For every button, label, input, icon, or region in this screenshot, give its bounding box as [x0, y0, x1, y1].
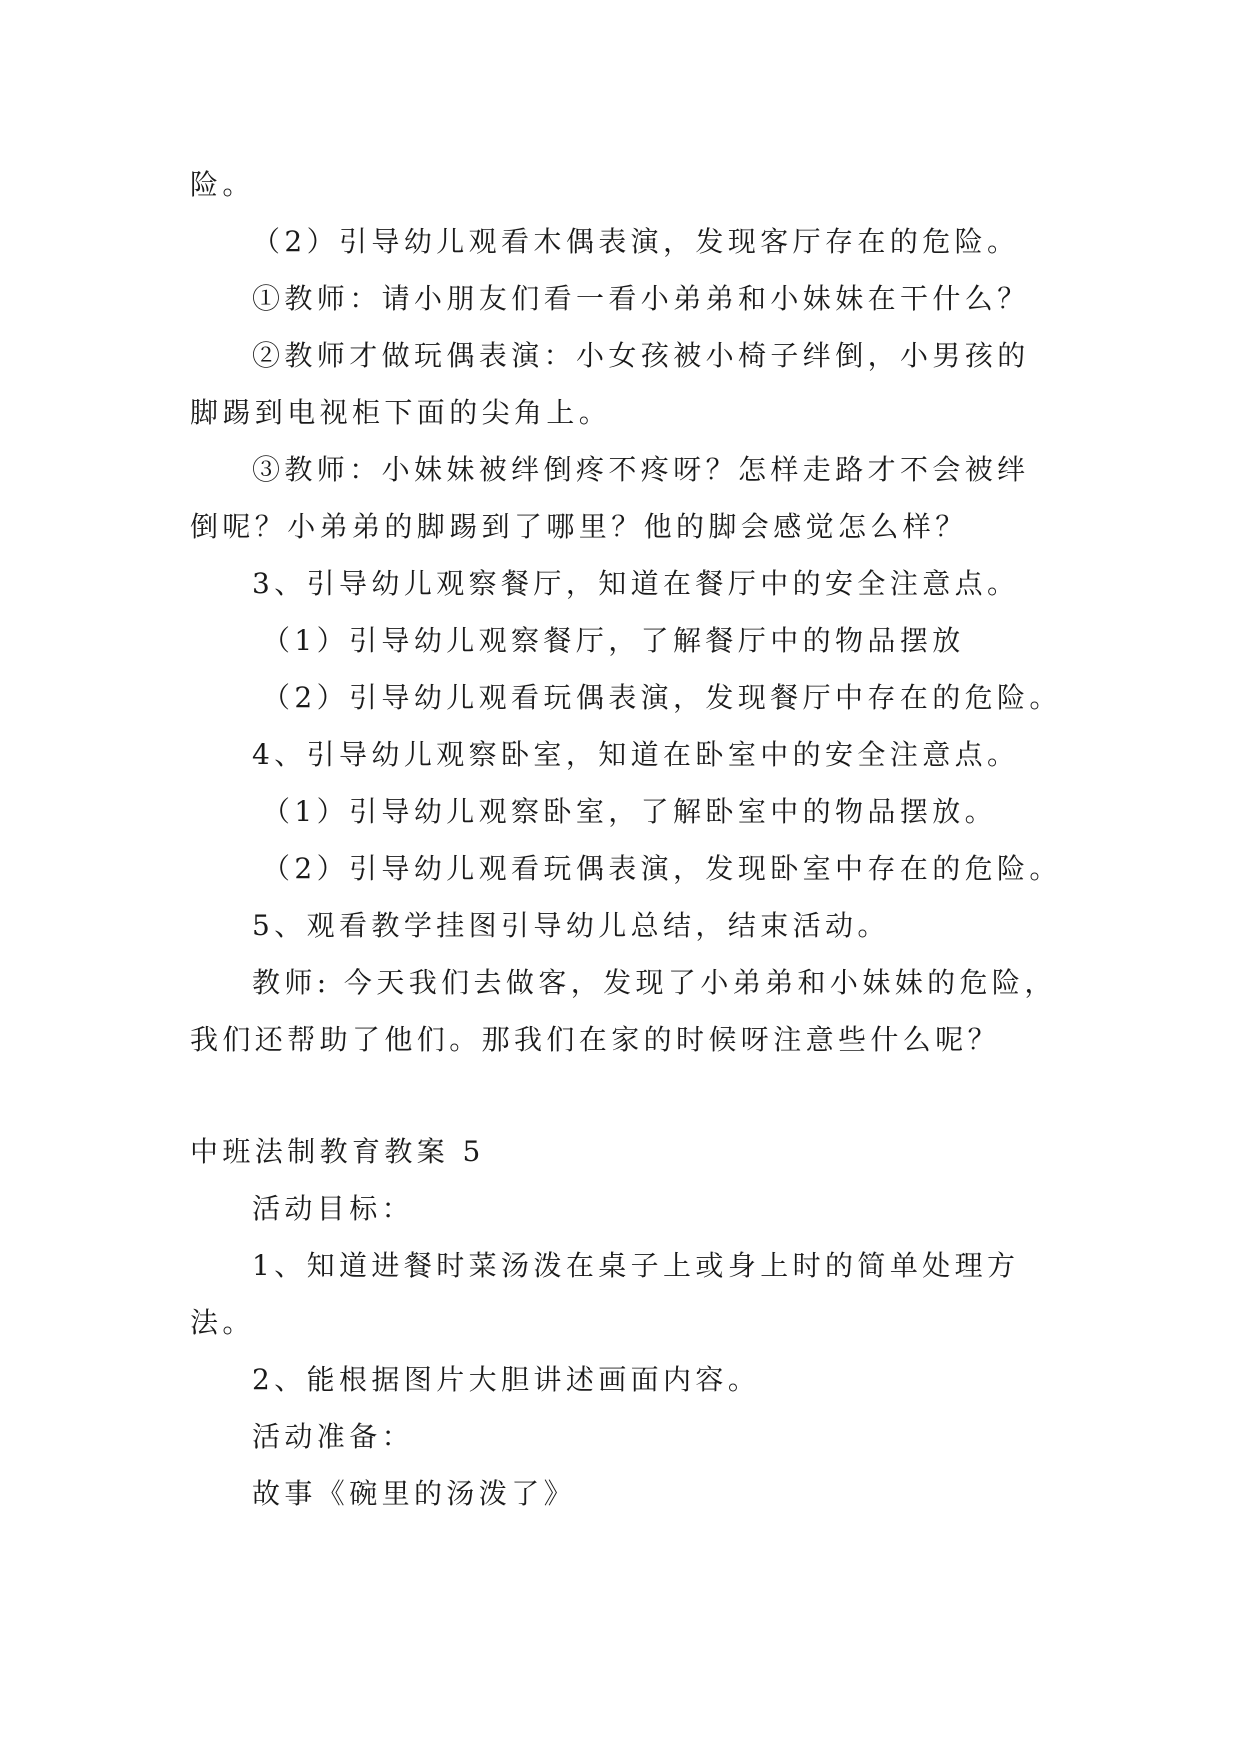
text-line: 活动目标：: [252, 1192, 415, 1225]
text-line: 脚踢到电视柜下面的尖角上。: [190, 396, 612, 429]
text-line: 5、观看教学挂图引导幼儿总结，结束活动。: [252, 909, 890, 942]
text-line: 故事《碗里的汤泼了》: [252, 1477, 577, 1510]
text-line: 3、引导幼儿观察餐厅，知道在餐厅中的安全注意点。: [252, 567, 1020, 600]
text-line: ③教师：小妹妹被绊倒疼不疼呀？怎样走路才不会被绊: [252, 453, 1030, 486]
text-line: （1）引导幼儿观察餐厅，了解餐厅中的物品摆放: [262, 624, 965, 657]
text-line: （2）引导幼儿观看木偶表演，发现客厅存在的危险。: [252, 225, 1020, 258]
text-line: 法。: [190, 1306, 255, 1339]
text-line: 我们还帮助了他们。那我们在家的时候呀注意些什么呢？: [190, 1023, 1001, 1056]
text-line: （1）引导幼儿观察卧室，了解卧室中的物品摆放。: [262, 795, 998, 828]
text-line: （2）引导幼儿观看玩偶表演，发现餐厅中存在的危险。: [262, 681, 1062, 714]
text-line: 4、引导幼儿观察卧室，知道在卧室中的安全注意点。: [252, 738, 1020, 771]
text-line: 教师: 今天我们去做客，发现了小弟弟和小妹妹的危险，: [252, 966, 1057, 999]
text-line: 1、知道进餐时菜汤泼在桌子上或身上时的简单处理方: [252, 1249, 1020, 1282]
section-title: 中班法制教育教案 5: [190, 1135, 485, 1168]
text-line: ②教师才做玩偶表演：小女孩被小椅子绊倒，小男孩的: [252, 339, 1030, 372]
text-line: （2）引导幼儿观看玩偶表演，发现卧室中存在的危险。: [262, 852, 1062, 885]
text-line: 倒呢？小弟弟的脚踢到了哪里？他的脚会感觉怎么样？: [190, 510, 968, 543]
text-line: 2、能根据图片大胆讲述画面内容。: [252, 1363, 761, 1396]
text-line: 活动准备：: [252, 1420, 415, 1453]
text-line: ①教师：请小朋友们看一看小弟弟和小妹妹在干什么？: [252, 282, 1030, 315]
text-line: 险。: [190, 168, 255, 201]
